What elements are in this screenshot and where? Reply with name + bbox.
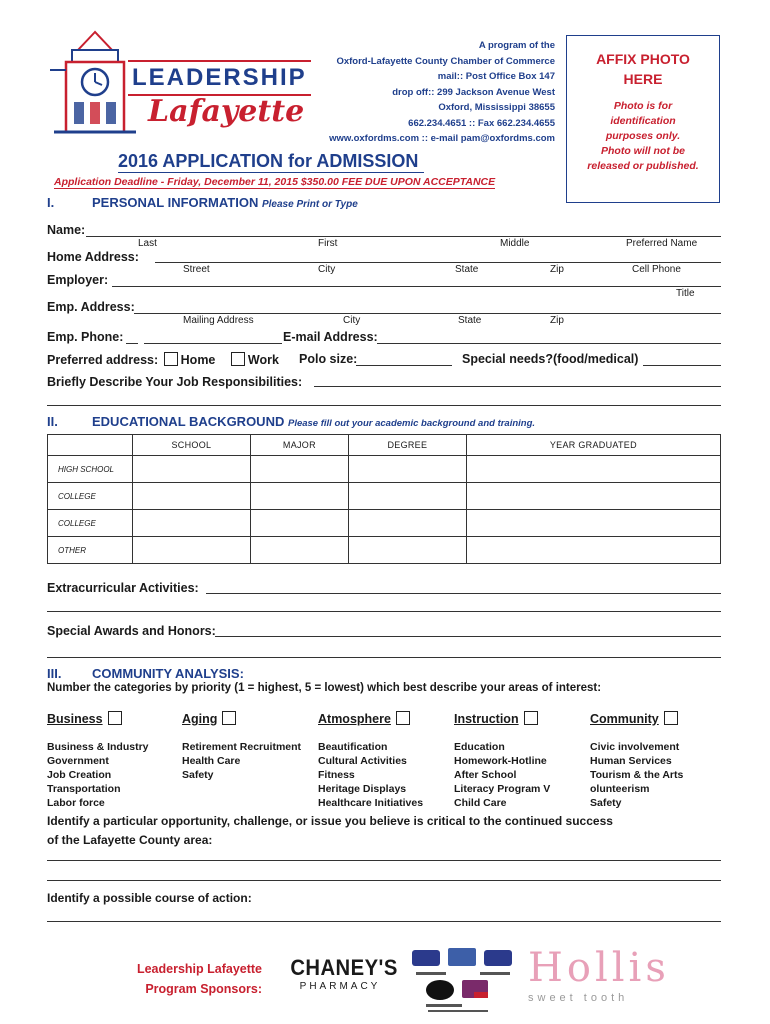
- home-option-label: Home: [180, 353, 216, 367]
- aging-rank-box[interactable]: [222, 711, 236, 725]
- major-cell[interactable]: [250, 483, 348, 510]
- list-item: After School: [454, 769, 517, 781]
- home-address-label: Home Address:: [47, 250, 139, 264]
- school-cell[interactable]: [133, 510, 251, 537]
- school-cell[interactable]: [133, 456, 251, 483]
- school-cell[interactable]: [133, 537, 251, 564]
- chaneys-name: CHANEY'S: [290, 955, 398, 980]
- list-item: Literacy Program V: [454, 783, 551, 795]
- list-item: Safety: [182, 769, 214, 781]
- question-1: [47, 812, 613, 850]
- photo-note-line: identification: [610, 115, 676, 127]
- category-atmosphere: [318, 710, 448, 810]
- emp-sub-state: State: [458, 315, 482, 326]
- special-needs-field[interactable]: [643, 365, 721, 366]
- employer-label: Employer:: [47, 273, 109, 287]
- photo-box-title: HERE: [623, 71, 663, 87]
- category-heading: Business: [47, 712, 103, 726]
- logo-script: Lafayette: [148, 94, 305, 129]
- list-item: Heritage Displays: [318, 783, 407, 795]
- category-heading: Atmosphere: [318, 712, 391, 726]
- photo-note-line: purposes only.: [605, 130, 681, 142]
- section-1-title: [92, 195, 358, 210]
- application-title: 2016 APPLICATION for ADMISSION: [118, 151, 424, 173]
- table-row: [48, 510, 721, 537]
- question-2-answer-line[interactable]: [47, 921, 721, 922]
- photo-note-line: released or published.: [587, 160, 699, 172]
- home-address-field[interactable]: [155, 262, 721, 263]
- emp-address-field[interactable]: [134, 313, 721, 314]
- list-item: Child Care: [454, 797, 507, 809]
- education-corner: [48, 435, 133, 456]
- major-cell[interactable]: [250, 456, 348, 483]
- atmosphere-rank-box[interactable]: [396, 711, 410, 725]
- chaneys-sub: PHARMACY: [299, 981, 381, 992]
- year-cell[interactable]: [466, 456, 720, 483]
- sponsors-label: [60, 959, 262, 999]
- category-heading: Instruction: [454, 712, 519, 726]
- list-item: Government: [47, 755, 109, 767]
- category-instruction: [454, 710, 584, 810]
- list-item: olunteerism: [590, 783, 650, 795]
- photo-box-title: AFFIX PHOTO: [596, 51, 690, 67]
- polo-size-label: Polo size:: [299, 352, 358, 366]
- program-info: [329, 38, 555, 147]
- program-info-line: Oxford-Lafayette County Chamber of Commerce: [336, 55, 555, 67]
- home-checkbox[interactable]: [164, 352, 178, 366]
- emp-phone-label: Emp. Phone:: [47, 330, 124, 344]
- list-item: Retirement Recruitment: [182, 741, 302, 753]
- section-3-number: III.: [47, 666, 62, 681]
- list-item: Business & Industry: [47, 741, 149, 753]
- category-heading: Aging: [182, 712, 218, 726]
- table-row: [48, 483, 721, 510]
- sponsors-label-line-1: Leadership Lafayette: [136, 962, 262, 976]
- hotel-logos-icon: [408, 946, 518, 1016]
- hotel-sponsors-logos: [408, 946, 518, 1016]
- degree-cell[interactable]: [348, 537, 466, 564]
- home-sub-state: State: [455, 264, 479, 275]
- program-info-line: Oxford, Mississippi 38655: [438, 102, 555, 113]
- list-item: Homework-Hotline: [454, 755, 547, 767]
- community-rank-box[interactable]: [664, 711, 678, 725]
- degree-cell[interactable]: [348, 483, 466, 510]
- hollis-name: Hollis: [528, 945, 670, 991]
- job-responsibilities-field[interactable]: [314, 386, 721, 387]
- email-field[interactable]: [377, 343, 721, 344]
- name-label: Name:: [47, 223, 86, 237]
- list-item: Labor force: [47, 797, 105, 809]
- work-checkbox[interactable]: [231, 352, 245, 366]
- major-cell[interactable]: [250, 537, 348, 564]
- home-sub-cell: Cell Phone: [632, 264, 681, 275]
- awards-field-2[interactable]: [47, 657, 721, 658]
- list-item: Transportation: [47, 783, 121, 795]
- year-cell[interactable]: [466, 483, 720, 510]
- question-1-line-1: Identify a particular opportunity, challenge, or issue you believe is critical to the continued success: [47, 814, 613, 828]
- column-header-year: YEAR GRADUATED: [466, 435, 720, 456]
- degree-cell[interactable]: [348, 510, 466, 537]
- name-field[interactable]: [86, 236, 721, 237]
- education-header-row: [48, 435, 721, 456]
- row-label-college: COLLEGE: [48, 483, 133, 510]
- hollis-sweet-tooth-logo: [528, 946, 678, 1004]
- list-item: Safety: [590, 797, 622, 809]
- section-1-heading: PERSONAL INFORMATION: [92, 195, 259, 210]
- list-item: Human Services: [590, 755, 672, 767]
- name-sub-last: Last: [138, 238, 157, 249]
- program-info-line: drop off:: 299 Jackson Avenue West: [392, 86, 555, 98]
- application-deadline: Application Deadline - Friday, December 11, 2015 $350.00 FEE DUE UPON ACCEPTANCE: [54, 176, 496, 188]
- employer-sub-title: Title: [676, 288, 695, 299]
- year-cell[interactable]: [466, 537, 720, 564]
- instruction-rank-box[interactable]: [524, 711, 538, 725]
- list-item: Tourism & the Arts: [590, 769, 684, 781]
- section-3-instruction: Number the categories by priority (1 = highest, 5 = lowest) which best describe your areas of interest:: [47, 682, 602, 694]
- emp-sub-mailing: Mailing Address: [183, 315, 254, 326]
- program-info-line: www.oxfordms.com :: e-mail pam@oxfordms.com: [329, 133, 555, 144]
- emp-sub-city: City: [343, 315, 361, 326]
- category-community: [590, 710, 725, 810]
- extracurricular-field-2[interactable]: [47, 611, 721, 612]
- list-item: Healthcare Initiatives: [318, 797, 424, 809]
- emp-sub-zip: Zip: [550, 315, 564, 326]
- polo-size-field[interactable]: [356, 365, 452, 366]
- employer-field[interactable]: [112, 286, 721, 287]
- emp-phone-field-area[interactable]: [126, 343, 138, 344]
- sponsors-label-line-2: Program Sponsors:: [145, 982, 262, 996]
- list-item: Beautification: [318, 741, 388, 753]
- logo: [50, 30, 307, 160]
- question-1-line-2: of the Lafayette County area:: [47, 833, 213, 847]
- photo-box[interactable]: [566, 35, 720, 203]
- question-1-answer-line[interactable]: [47, 880, 721, 881]
- courthouse-logo-icon: [50, 30, 140, 145]
- row-label-college: COLLEGE: [48, 510, 133, 537]
- emp-phone-field[interactable]: [144, 343, 282, 344]
- program-info-line: 662.234.4651 :: Fax 662.234.4655: [408, 117, 555, 129]
- awards-field[interactable]: [215, 636, 721, 637]
- list-item: Job Creation: [47, 769, 112, 781]
- hollis-sub: sweet tooth: [528, 992, 629, 1004]
- section-2-title: [92, 414, 535, 429]
- list-item: Education: [454, 741, 505, 753]
- table-row: [48, 537, 721, 564]
- home-sub-city: City: [318, 264, 336, 275]
- extracurricular-label: Extracurricular Activities:: [47, 581, 199, 595]
- section-2-number: II.: [47, 414, 58, 429]
- photo-note-line: Photo is for: [613, 100, 673, 112]
- program-info-line: mail:: Post Office Box 147: [437, 71, 555, 82]
- job-responsibilities-field-2[interactable]: [47, 405, 721, 406]
- category-business: [47, 710, 177, 810]
- year-cell[interactable]: [466, 510, 720, 537]
- category-heading: Community: [590, 712, 659, 726]
- category-aging: [182, 710, 312, 782]
- home-sub-street: Street: [183, 264, 210, 275]
- row-label-other: OTHER: [48, 537, 133, 564]
- section-2-hint: Please fill out your academic background and training.: [287, 418, 536, 429]
- column-header-major: MAJOR: [250, 435, 348, 456]
- photo-note-line: Photo will not be: [601, 145, 685, 157]
- special-needs-label: Special needs?(food/medical): [462, 352, 639, 366]
- table-row: [48, 456, 721, 483]
- list-item: Civic involvement: [590, 741, 680, 753]
- school-cell[interactable]: [133, 483, 251, 510]
- list-item: Cultural Activities: [318, 755, 407, 767]
- column-header-degree: DEGREE: [348, 435, 466, 456]
- education-table: [47, 434, 721, 564]
- section-1-number: I.: [47, 195, 55, 210]
- question-2: Identify a possible course of action:: [47, 891, 252, 905]
- degree-cell[interactable]: [348, 456, 466, 483]
- preferred-address-label: Preferred address:: [47, 353, 159, 367]
- name-sub-first: First: [318, 238, 338, 249]
- emp-address-label: Emp. Address:: [47, 300, 135, 314]
- name-sub-preferred: Preferred Name: [626, 238, 698, 249]
- section-1-hint: Please Print or Type: [261, 199, 358, 210]
- column-header-school: SCHOOL: [133, 435, 251, 456]
- section-2-heading: EDUCATIONAL BACKGROUND: [92, 414, 285, 429]
- job-responsibilities-label: Briefly Describe Your Job Responsibilities:: [47, 375, 303, 389]
- program-info-line: A program of the: [478, 40, 555, 51]
- business-rank-box[interactable]: [108, 711, 122, 725]
- chaneys-pharmacy-logo: [286, 955, 398, 992]
- awards-label: Special Awards and Honors:: [47, 624, 216, 638]
- section-3-heading: COMMUNITY ANALYSIS:: [92, 666, 244, 681]
- logo-title: LEADERSHIP: [128, 60, 311, 96]
- major-cell[interactable]: [250, 510, 348, 537]
- home-sub-zip: Zip: [550, 264, 564, 275]
- list-item: Health Care: [182, 755, 241, 767]
- list-item: Fitness: [318, 769, 355, 781]
- email-label: E-mail Address:: [283, 330, 378, 344]
- extracurricular-field[interactable]: [206, 593, 721, 594]
- work-option-label: Work: [247, 353, 279, 367]
- name-sub-middle: Middle: [500, 238, 530, 249]
- row-label-high-school: HIGH SCHOOL: [48, 456, 133, 483]
- question-1-answer-line[interactable]: [47, 860, 721, 861]
- preferred-address-row: [47, 352, 279, 367]
